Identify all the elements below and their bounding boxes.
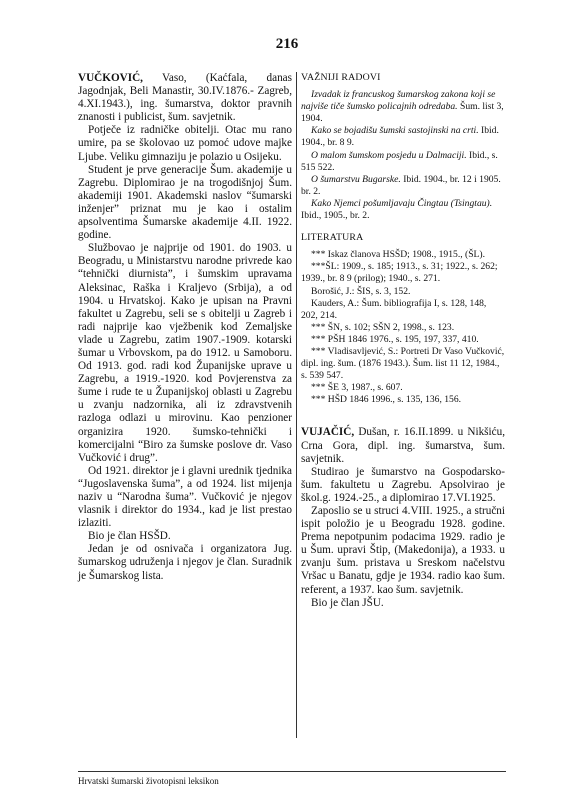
work-reference: Ibid., s. 515 522. xyxy=(301,149,498,173)
work-title: O malom šumskom posjedu u Dalmaciji. xyxy=(311,149,467,161)
work-title: O šumarstvu Bugarske. xyxy=(311,173,401,185)
works-item xyxy=(301,89,505,125)
entry-heading-text: Vaso, (Kaćfala, danas Jagodnjak, Beli Manastir, 30.IV.1876.- Zagreb, 4.XI.1943.), ing. šumarstva, doktor pravnih znanosti i publicist, šum. savjetnik. xyxy=(78,72,292,124)
literature-item: Borošić, J.: ŠIS, s. 3, 152. xyxy=(311,285,411,297)
works-item xyxy=(301,198,505,222)
footer-rule xyxy=(78,771,506,772)
left-column xyxy=(78,72,292,583)
entry-surname: VUČKOVIĆ, xyxy=(78,72,143,84)
work-title: Kako Njemci pošumljavaju Čingtau (Tsingtau). xyxy=(311,197,493,209)
work-reference: Ibid. 1904., br. 12 i 1905. br. 2. xyxy=(301,173,501,197)
entry-paragraph: Potječe iz radničke obitelji. Otac mu rano umire, pa se školovao uz pomoć udove majke Ljube. Veliku gimnaziju je polazio u Osijeku. xyxy=(78,124,292,163)
work-reference: Šum. list 3, 1904. xyxy=(301,101,504,125)
literature-item: *** PŠH 1846 1976., s. 195, 197, 337, 410. xyxy=(311,333,479,345)
entry-paragraph: Student je prve generacije Šum. akademije u Zagrebu. Diplomirao je na trogodišnjoj Šum. akademiji 1901. Akademski naslov “šumarski inženjer” priznat mu je kao i ostalim apsolventima Šumarske akademije 4.II. 1922. godine. xyxy=(78,163,292,242)
entry-paragraph: Bio je član JŠU. xyxy=(311,596,384,609)
entry-paragraph: Zaposlio se u struci 4.VIII. 1925., a stručni ispit položio je u Beogradu 1928. godine. Prema nepotpunim podacima 1929. radio je u Šum. upravi Štip, (Makedonija), a 1933. u zvanju šum. pristava u Sreskom načelstvu Vršac u Banatu, gdje je 1934. radio kao šum. referent, a 1937. kao šum. savjetnik. xyxy=(301,505,505,596)
literature-item: *** ŠE 3, 1987., s. 607. xyxy=(311,382,403,394)
literature-item: Kauders, A.: Šum. bibliografija I, s. 128, 148, 202, 214. xyxy=(301,297,487,321)
work-title: Kako se bojadišu šumski sastojinski na crti. xyxy=(311,125,479,137)
work-reference: Ibid., 1905., br. 2. xyxy=(301,210,370,222)
literature-heading: LITERATURA xyxy=(301,232,364,244)
entry-paragraph: Službovao je najprije od 1901. do 1903. u Beogradu, u Ministarstvu narodne privrede kao “tehnički diurnista”, i šumskim upravama Aleksinac, Raška i Kraljevo (Srbija), a od 1904. u Hrvatskoj. Kako je upisan na Pravni fakultet u Zagrebu, seli se s obitelji u Zagreb i radi najprije kao vježbenik kod Zemaljske vlade u Zagrebu, zatim 1907.-1909. kotarski šumar u Vrbovskom, pa do 1912. u Samoboru. Od 1913. god. radi kod Županijske uprave u Zagrebu, a 1919.-1920. kod Povjerenstva za šume i rude te u Županijskoj oblasti u Zagrebu u zvanju nadzornika, ali iz zdravstvenih razloga odlazi u mirovinu. Kao penzioner organizira 1920. šumsko-tehnički i komercijalni “Biro za šumske poslove dr. Vaso Vučković i drug”. xyxy=(78,242,292,464)
work-reference: Ibid. 1904., br. 8 9. xyxy=(301,125,499,149)
literature-section xyxy=(301,232,505,406)
literature-item: ***ŠL: 1909., s. 185; 1913., s. 31; 1922., s. 262; 1939., br. 8 9 (prilog); 1940., s. 271. xyxy=(301,261,498,285)
works-item xyxy=(301,125,505,149)
works-list xyxy=(301,89,505,222)
works-item xyxy=(301,174,505,198)
entry-paragraph: Jedan je od osnivača i organizatora Jug. šumarskog udruženja i njegov je član. Suradnik je Šumarskog lista. xyxy=(78,543,292,582)
literature-item: *** Iskaz članova HSŠD; 1908., 1915., (ŠL). xyxy=(311,249,485,261)
literature-item: *** HŠD 1846 1996., s. 135, 136, 156. xyxy=(311,394,462,406)
column-divider xyxy=(296,72,297,738)
entry-heading xyxy=(301,426,505,465)
page-number: 216 xyxy=(275,36,299,52)
literature-item: *** ŠN, s. 102; SŠN 2, 1998., s. 123. xyxy=(311,321,455,333)
entry-surname: VUJAČIĆ, xyxy=(301,426,355,439)
right-column xyxy=(301,72,505,610)
literature-item: *** Vladisavljević, S.: Portreti Dr Vaso Vučković, dipl. ing. šum. (1876 1943.). Šum. list 11 12, 1984., s. 539 547. xyxy=(301,345,505,382)
works-item xyxy=(301,150,505,174)
entry-heading xyxy=(78,72,292,124)
works-heading: VAŽNIJI RADOVI xyxy=(301,72,381,83)
second-entry xyxy=(301,426,505,609)
footer-text: Hrvatski šumarski životopisni leksikon xyxy=(78,776,219,786)
entry-heading-text: Dušan, r. 16.II.1899. u Nikšiću, Crna Gora, dipl. ing. šumarstva, šum. savjetnik. xyxy=(301,426,505,465)
entry-paragraph: Od 1921. direktor je i glavni urednik tjednika “Jugoslavenska šuma”, a od 1924. list mijenja naziv u “Narodna šuma”. Vučković je njegov vlasnik i direktor do 1934., kad je list prestao izlaziti. xyxy=(78,464,292,530)
entry-paragraph: Bio je član HSŠD. xyxy=(88,530,171,543)
work-title: Izvadak iz francuskog šumarskog zakona koji se najviše tiče šumsko policajnih odredaba. xyxy=(301,89,496,113)
entry-paragraph: Studirao je šumarstvo na Gospodarsko-šum. fakultetu u Zagrebu. Apsolvirao je škol.g. 1924.-25., a diplomirao 17.VI.1925. xyxy=(301,465,505,504)
